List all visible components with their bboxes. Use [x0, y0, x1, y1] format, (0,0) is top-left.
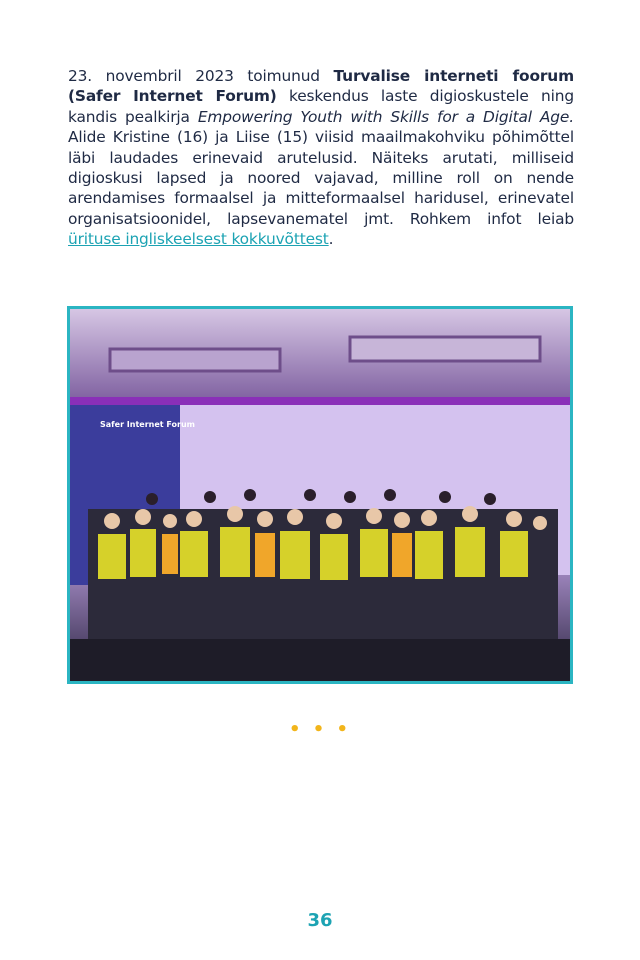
event-photo	[67, 306, 573, 684]
stage-floor	[70, 639, 570, 681]
text-body: Alide Kristine (16) ja Liise (15) viisid maailmakohviku põhimõttel läbi laudades erinevaid arutelusid. Näiteks arutati, milliseid digioskusi lapsed ja noored vajavad, milline roll on nende arendamises formaalsel ja mitteformaalsel haridusel, erinevatel organisatsioonidel, lapsevanematel jmt. Rohkem infot leiab	[68, 128, 574, 228]
group-photo-illustration	[70, 309, 570, 681]
crowd	[88, 489, 558, 639]
page-number: 36	[307, 910, 333, 931]
text-end: .	[328, 230, 334, 249]
forum-name: Turvalise interneti foorum (Safer Internet Forum)	[68, 67, 575, 106]
text-segment: keskendus laste digioskustele ning kandis pealkirja	[68, 87, 574, 126]
section-divider: • • •	[288, 719, 352, 740]
summary-link[interactable]: ürituse ingliskeelsest kokkuvõttest	[68, 230, 329, 249]
text-date-intro: 23. novembril 2023 toimunud	[68, 67, 334, 85]
stage-text: Safer Internet Forum	[100, 420, 196, 429]
body-paragraph	[68, 66, 574, 250]
event-title: Empowering Youth with Skills for a Digital Age.	[197, 107, 574, 126]
